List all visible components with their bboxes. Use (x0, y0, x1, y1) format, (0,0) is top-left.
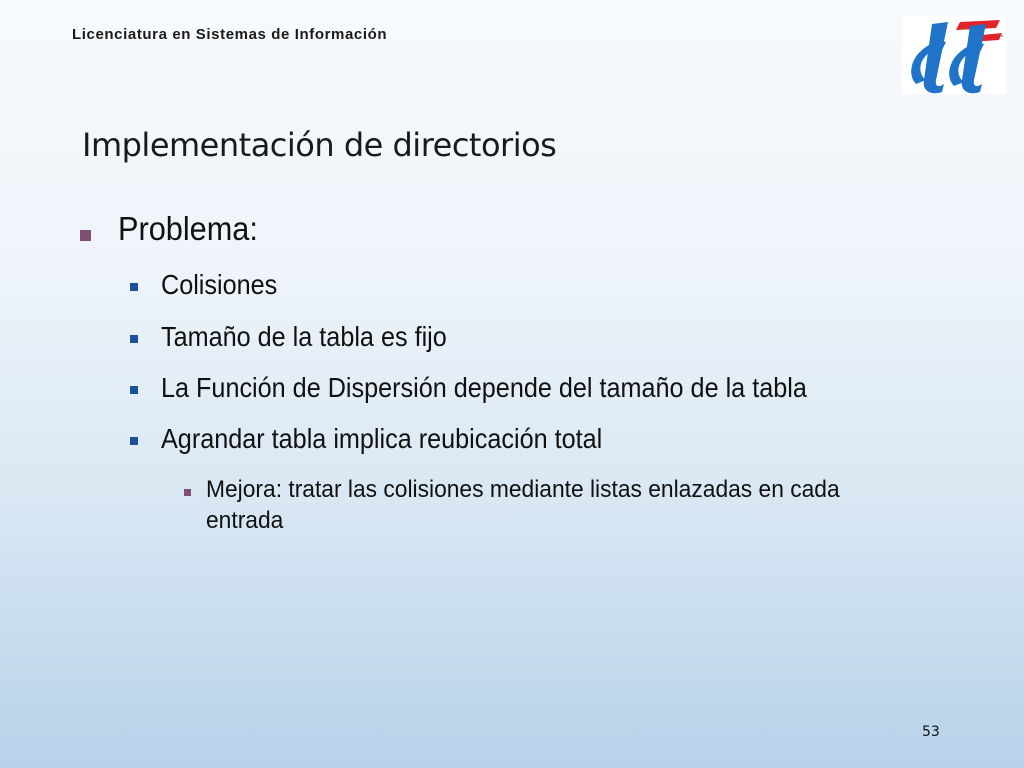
level3-item: Mejora: tratar las colisiones mediante listas enlazadas en cada entrada (206, 476, 840, 534)
page-number: 53 (922, 724, 940, 740)
list-item: Agrandar tabla implica reubicación total (161, 423, 603, 454)
list-item: La Función de Dispersión depende del tamaño de la tabla (161, 372, 807, 403)
slide-title: Implementación de directorios (82, 126, 557, 164)
list-item: Tamaño de la tabla es fijo (161, 321, 447, 352)
level2-bullet-icon (130, 283, 138, 291)
level2-bullet-icon (130, 386, 138, 394)
level3-bullet-icon (184, 489, 191, 496)
level1-bullet-icon (80, 230, 91, 241)
level2-bullet-icon (130, 437, 138, 445)
level2-bullet-icon (130, 335, 138, 343)
list-item: Colisiones (161, 269, 278, 300)
program-header: Licenciatura en Sistemas de Información (72, 26, 388, 43)
level1-item: Problema: (118, 210, 258, 247)
